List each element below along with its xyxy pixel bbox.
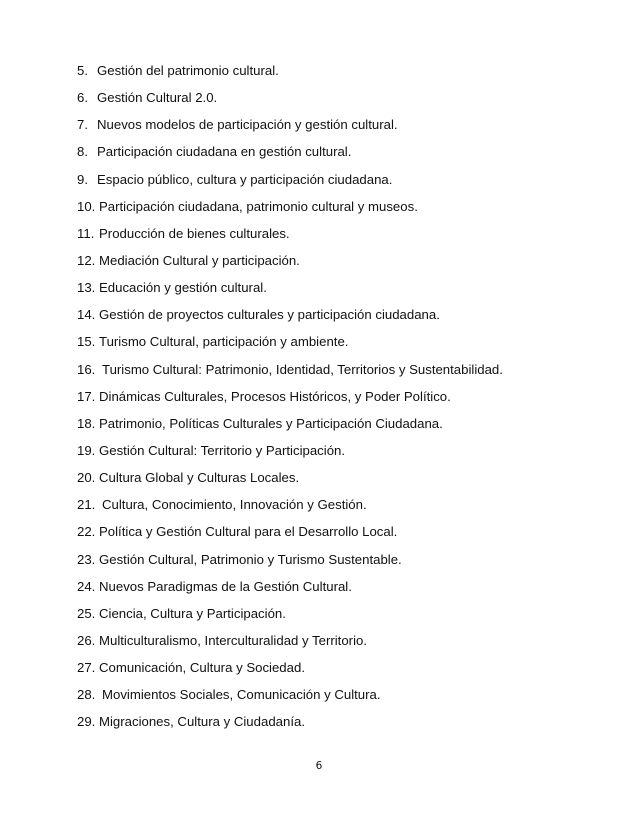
list-item [77,437,597,464]
item-text: Nuevos Paradigmas de la Gestión Cultural. [99,578,352,594]
item-number: 26. [77,632,96,648]
list-item [77,383,597,410]
item-text: Participación ciudadana en gestión cultural. [97,144,352,160]
item-text: Turismo Cultural: Patrimonio, Identidad, Territorios y Sustentabilidad. [102,361,503,377]
list-item [77,193,597,220]
list-item [77,600,597,627]
item-number: 13. [77,280,96,296]
list-item [77,328,597,355]
list-item [77,247,597,274]
item-text: Patrimonio, Políticas Culturales y Participación Ciudadana. [99,415,443,431]
item-number: 21. [77,497,96,513]
item-number: 15. [77,334,96,350]
list-item [77,410,597,437]
item-text: Dinámicas Culturales, Procesos Históricos, y Poder Político. [99,388,451,404]
list-item [77,111,597,138]
item-number: 5. [77,63,88,78]
list-item [77,627,597,654]
item-text: Gestión Cultural: Territorio y Participación. [99,442,346,458]
item-text: Gestión de proyectos culturales y participación ciudadana. [99,307,440,323]
item-number: 18. [77,415,96,431]
item-number: 16. [77,361,96,377]
topic-list [77,57,597,736]
item-text: Gestión Cultural, Patrimonio y Turismo Sustentable. [99,551,402,567]
item-text: Turismo Cultural, participación y ambiente. [99,334,349,350]
item-text: Participación ciudadana, patrimonio cultural y museos. [99,198,418,214]
item-text: Gestión Cultural 2.0. [97,90,218,106]
item-number: 24. [77,578,96,594]
list-item [77,166,597,193]
item-text: Multiculturalismo, Interculturalidad y Territorio. [99,632,367,648]
item-text: Nuevos modelos de participación y gestión cultural. [97,117,398,133]
list-item [77,546,597,573]
list-item [77,274,597,301]
item-text: Espacio público, cultura y participación ciudadana. [97,171,393,187]
page-number: 6 [315,760,323,772]
item-number: 17. [77,388,96,404]
item-text: Cultura, Conocimiento, Innovación y Gestión. [102,497,367,513]
item-number: 11. [77,225,95,241]
item-number: 28. [77,687,96,703]
item-number: 22. [77,524,96,540]
item-number: 9. [77,171,88,187]
item-text: Movimientos Sociales, Comunicación y Cultura. [102,687,381,703]
item-number: 20. [77,470,96,486]
list-item [77,57,597,84]
list-item [77,138,597,165]
list-item [77,84,597,111]
list-item [77,220,597,247]
list-item [77,491,597,518]
item-number: 29. [77,714,96,730]
item-text: Educación y gestión cultural. [99,280,267,296]
item-text: Política y Gestión Cultural para el Desarrollo Local. [99,524,398,540]
item-text: Mediación Cultural y participación. [99,252,300,268]
item-text: Cultura Global y Culturas Locales. [99,470,300,486]
item-number: 12. [77,252,96,268]
item-number: 25. [77,605,96,621]
list-item [77,301,597,328]
list-item [77,464,597,491]
list-item [77,681,597,708]
item-number: 10. [77,198,96,214]
item-number: 6. [77,90,88,106]
item-number: 14. [77,307,96,323]
list-item [77,518,597,545]
list-item [77,356,597,383]
item-text: Comunicación, Cultura y Sociedad. [99,660,305,676]
item-number: 8. [77,144,88,160]
item-number: 7. [77,117,88,133]
item-number: 23. [77,551,96,567]
list-item [77,573,597,600]
list-item [77,708,597,735]
item-text: Gestión del patrimonio cultural. [97,63,279,78]
item-text: Migraciones, Cultura y Ciudadanía. [99,714,305,730]
list-item [77,654,597,681]
item-number: 27. [77,660,96,676]
item-number: 19. [77,442,96,458]
item-text: Producción de bienes culturales. [99,225,290,241]
item-text: Ciencia, Cultura y Participación. [99,605,286,621]
